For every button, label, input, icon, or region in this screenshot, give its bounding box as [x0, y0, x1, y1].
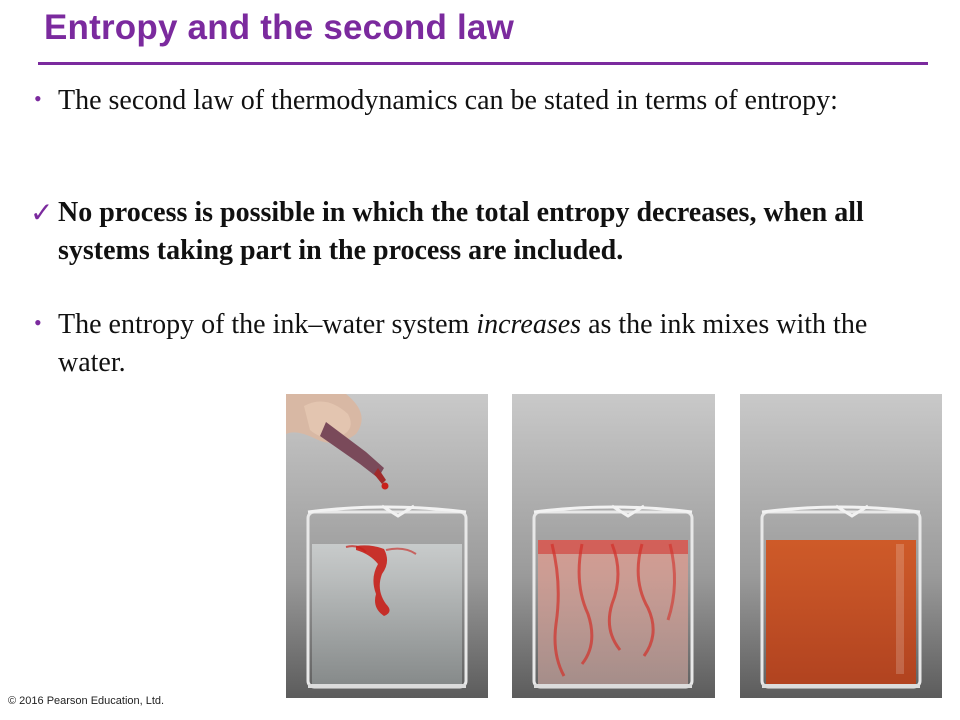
- bullet-1-text: The second law of thermodynamics can be stated in terms of entropy:: [58, 85, 838, 116]
- checkmark-icon: ✓: [30, 196, 54, 229]
- bullet-3-text-before: The entropy of the ink–water system: [58, 309, 477, 340]
- photo-ink-drop: [286, 394, 488, 698]
- bullet-dot-icon: •: [34, 310, 42, 335]
- bullet-3-text-italic: increases: [476, 309, 582, 340]
- copyright-notice: © 2016 Pearson Education, Ltd.: [8, 695, 165, 707]
- bullet-3-text-after: as the ink mixes with the water.: [58, 309, 868, 378]
- bullet-3: [34, 306, 938, 382]
- photo-ink-spreading: [512, 394, 715, 698]
- bullet-2-text: No process is possible in which the total entropy decreases, when all systems taking part in the process are included.: [58, 197, 864, 266]
- slide-title: Entropy and the second law: [44, 8, 514, 47]
- bullet-2: [30, 194, 938, 270]
- bullet-1: [34, 82, 938, 120]
- title-rule: [38, 62, 928, 65]
- bullet-dot-icon: •: [34, 86, 42, 111]
- photo-ink-mixed: [740, 394, 942, 698]
